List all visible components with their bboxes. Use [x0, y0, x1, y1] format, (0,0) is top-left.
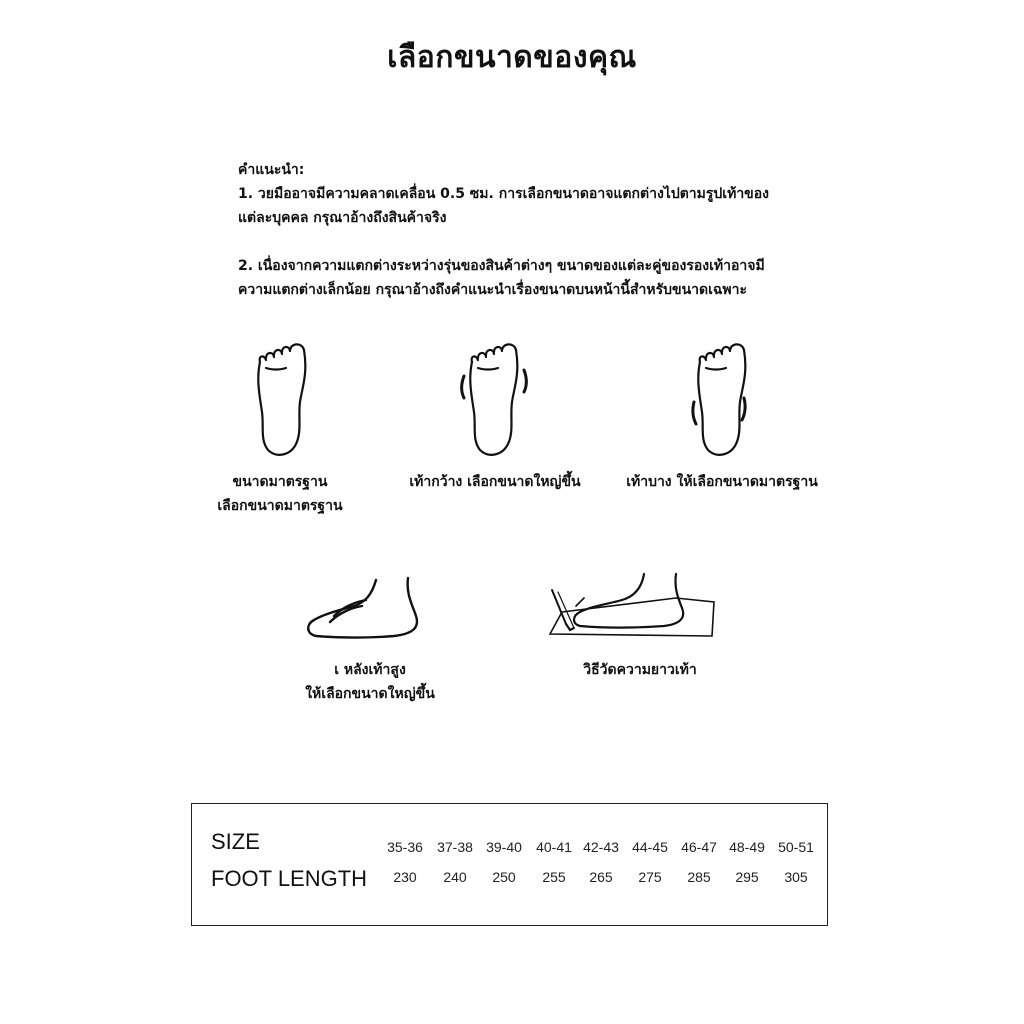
foot-length-cell: 275: [638, 869, 662, 885]
measure-foot-caption: วิธีวัดความยาวเท้า: [583, 662, 697, 678]
high-instep-caption: [290, 658, 450, 706]
size-cell: 35-36: [387, 839, 423, 855]
high-instep-caption-line-2: ให้เลือกขนาดใหญ่ขึ้น: [305, 686, 435, 702]
foot-length-cell: 230: [393, 869, 417, 885]
standard-foot-caption: [200, 470, 360, 518]
instruction-1-line-2: แต่ละบุคคล กรุณาอ้างถึงสินค้าจริง: [238, 210, 447, 226]
foot-length-cell: 285: [687, 869, 711, 885]
size-cell: 48-49: [729, 839, 765, 855]
size-cell: 42-43: [583, 839, 619, 855]
size-cell: 50-51: [778, 839, 814, 855]
high-instep-caption-line-1: เ หลังเท้าสูง: [334, 662, 406, 678]
instruction-1-line-1: 1. วยมืออาจมีความคลาดเคลื่อน 0.5 ซม. การเลือกขนาดอาจแตกต่างไปตามรูปเท้าของ: [238, 186, 769, 202]
measure-foot-icon: [544, 568, 724, 640]
instruction-2-line-2: ความแตกต่างเล็กน้อย กรุณาอ้างถึงคำแนะนำเรื่องขนาดบนหน้านี้สำหรับขนาดเฉพาะ: [238, 282, 748, 298]
narrow-foot-caption: เท้าบาง ให้เลือกขนาดมาตรฐาน: [626, 474, 818, 490]
high-instep-foot-icon: [300, 572, 430, 644]
instructions: [238, 158, 838, 302]
instruction-2-line-1: 2. เนื่องจากความแตกต่างระหว่างรุ่นของสินค้าต่างๆ ขนาดของแต่ละคู่ของรองเท้าอาจมี: [238, 258, 765, 274]
size-cell: 44-45: [632, 839, 668, 855]
size-row-label: SIZE: [211, 829, 260, 854]
foot-length-row-label: FOOT LENGTH: [211, 866, 368, 891]
wide-foot-icon: [456, 340, 536, 460]
standard-foot-icon: [246, 340, 316, 460]
foot-length-cell: 255: [542, 869, 566, 885]
page-title: เลือกขนาดของคุณ: [387, 40, 637, 75]
standard-foot-caption-line-2: เลือกขนาดมาตรฐาน: [217, 498, 343, 514]
wide-foot-caption: เท้ากว้าง เลือกขนาดใหญ่ขึ้น: [409, 474, 581, 490]
size-cell: 37-38: [437, 839, 473, 855]
instructions-heading: คำแนะนำ:: [238, 162, 305, 178]
foot-length-cell: 265: [589, 869, 613, 885]
size-cell: 39-40: [486, 839, 522, 855]
foot-length-cell: 305: [784, 869, 808, 885]
size-cell: 40-41: [536, 839, 572, 855]
narrow-foot-icon: [686, 340, 756, 460]
size-cell: 46-47: [681, 839, 717, 855]
standard-foot-caption-line-1: ขนาดมาตรฐาน: [232, 474, 328, 490]
foot-length-cell: 295: [735, 869, 759, 885]
size-table: [191, 803, 828, 926]
foot-length-cell: 240: [443, 869, 467, 885]
foot-length-cell: 250: [492, 869, 516, 885]
